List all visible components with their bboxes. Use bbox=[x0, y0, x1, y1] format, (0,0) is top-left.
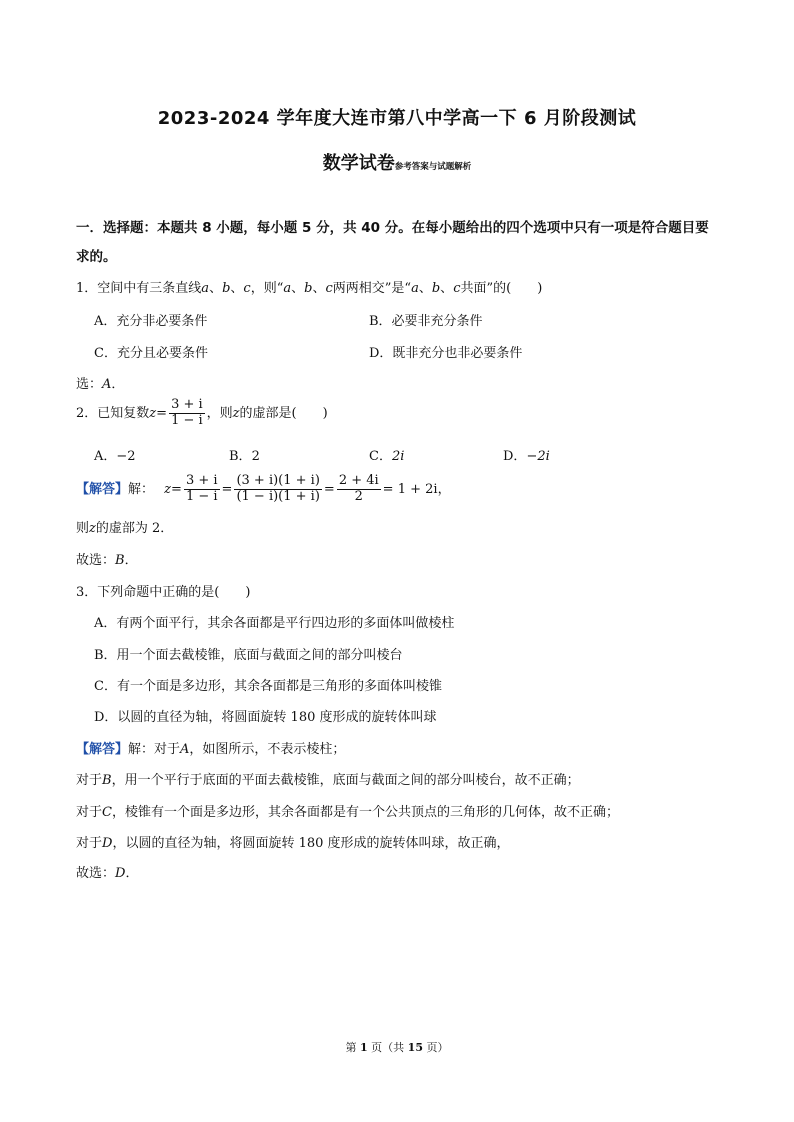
subtitle-main: 数学试卷 bbox=[322, 153, 395, 174]
question-1-stem: 1．空间中有三条直线a、b、c，则“a、b、c两两相交”是“a、b、c共面”的( ) bbox=[76, 281, 543, 296]
question-2-option-a: A．−2 bbox=[94, 449, 136, 464]
subtitle-small: 参考答案与试题解析 bbox=[394, 162, 472, 172]
solution-tag: 【解答】 bbox=[76, 742, 129, 757]
document-subtitle bbox=[0, 149, 794, 175]
question-2-solution-line2: 则z的虚部为 2． bbox=[76, 521, 174, 536]
question-2-option-c: C．2i bbox=[369, 449, 405, 464]
current-page-number: 1 bbox=[360, 1041, 368, 1054]
total-page-count: 15 bbox=[407, 1041, 423, 1054]
question-3-option-d: D．以圆的直径为轴，将圆面旋转 180 度形成的旋转体叫球 bbox=[94, 710, 437, 725]
document-title: 2023-2024 学年度大连市第八中学高一下 6 月阶段测试 bbox=[157, 108, 637, 129]
page-footer: 第 1 页（共 15 页） bbox=[345, 1041, 449, 1054]
question-3-solution-line4: 对于D，以圆的直径为轴，将圆面旋转 180 度形成的旋转体叫球，故正确， bbox=[76, 836, 510, 851]
question-3-option-c: C．有一个面是多边形，其余各面都是三角形的多面体叫棱锥 bbox=[94, 679, 442, 694]
question-2-fraction: $\frac{3 + i}{1 - i}$ bbox=[171, 397, 203, 428]
question-2-answer: 故选：B． bbox=[76, 553, 138, 568]
question-3-solution-line3: 对于C，棱锥有一个面是多边形，其余各面都是有一个公共顶点的三角形的几何体，故不正确； bbox=[76, 805, 619, 820]
question-2-solution: 【解答】解： z= $\frac{3 + i}{1 - i}$ = $\frac{(3 + i)(1 + i)}{(1 - i)(1 + i)}$ = $\frac{2 + 4i}{2}$ = 1 + 2i， bbox=[76, 473, 451, 504]
question-3-solution-line1: 【解答】解：对于A，如图所示，不表示棱柱； bbox=[76, 742, 346, 757]
question-3-solution-line2: 对于B，用一个平行于底面的平面去截棱锥，底面与截面之间的部分叫棱台，故不正确； bbox=[76, 773, 580, 788]
section-heading-line2: 求的。 bbox=[76, 249, 117, 265]
question-1-option-d: D．既非充分也非必要条件 bbox=[369, 346, 523, 361]
question-3-option-b: B．用一个面去截棱锥，底面与截面之间的部分叫棱台 bbox=[94, 648, 403, 663]
solution-tag: 【解答】 bbox=[76, 481, 129, 497]
question-1-option-a: A．充分非必要条件 bbox=[94, 314, 208, 329]
question-3-stem: 3．下列命题中正确的是( ) bbox=[76, 585, 251, 600]
question-2-stem: 2．已知复数z= $\frac{3 + i}{1 - i}$ ，则z的虚部是( ) bbox=[76, 397, 328, 428]
question-2-option-b: B．2 bbox=[229, 449, 260, 464]
question-3-answer: 故选：D． bbox=[76, 866, 139, 881]
question-1-option-c: C．充分且必要条件 bbox=[94, 346, 208, 361]
question-1-option-b: B．必要非充分条件 bbox=[369, 314, 483, 329]
question-3-option-a: A．有两个面平行，其余各面都是平行四边形的多面体叫做棱柱 bbox=[94, 616, 455, 631]
question-2-option-d: D．−2i bbox=[503, 449, 550, 464]
question-1-answer: 选：A． bbox=[76, 377, 125, 392]
section-heading-line1: 一．选择题：本题共 8 小题，每小题 5 分，共 40 分。在每小题给出的四个选项中只有一项是符合题目要 bbox=[76, 220, 709, 236]
